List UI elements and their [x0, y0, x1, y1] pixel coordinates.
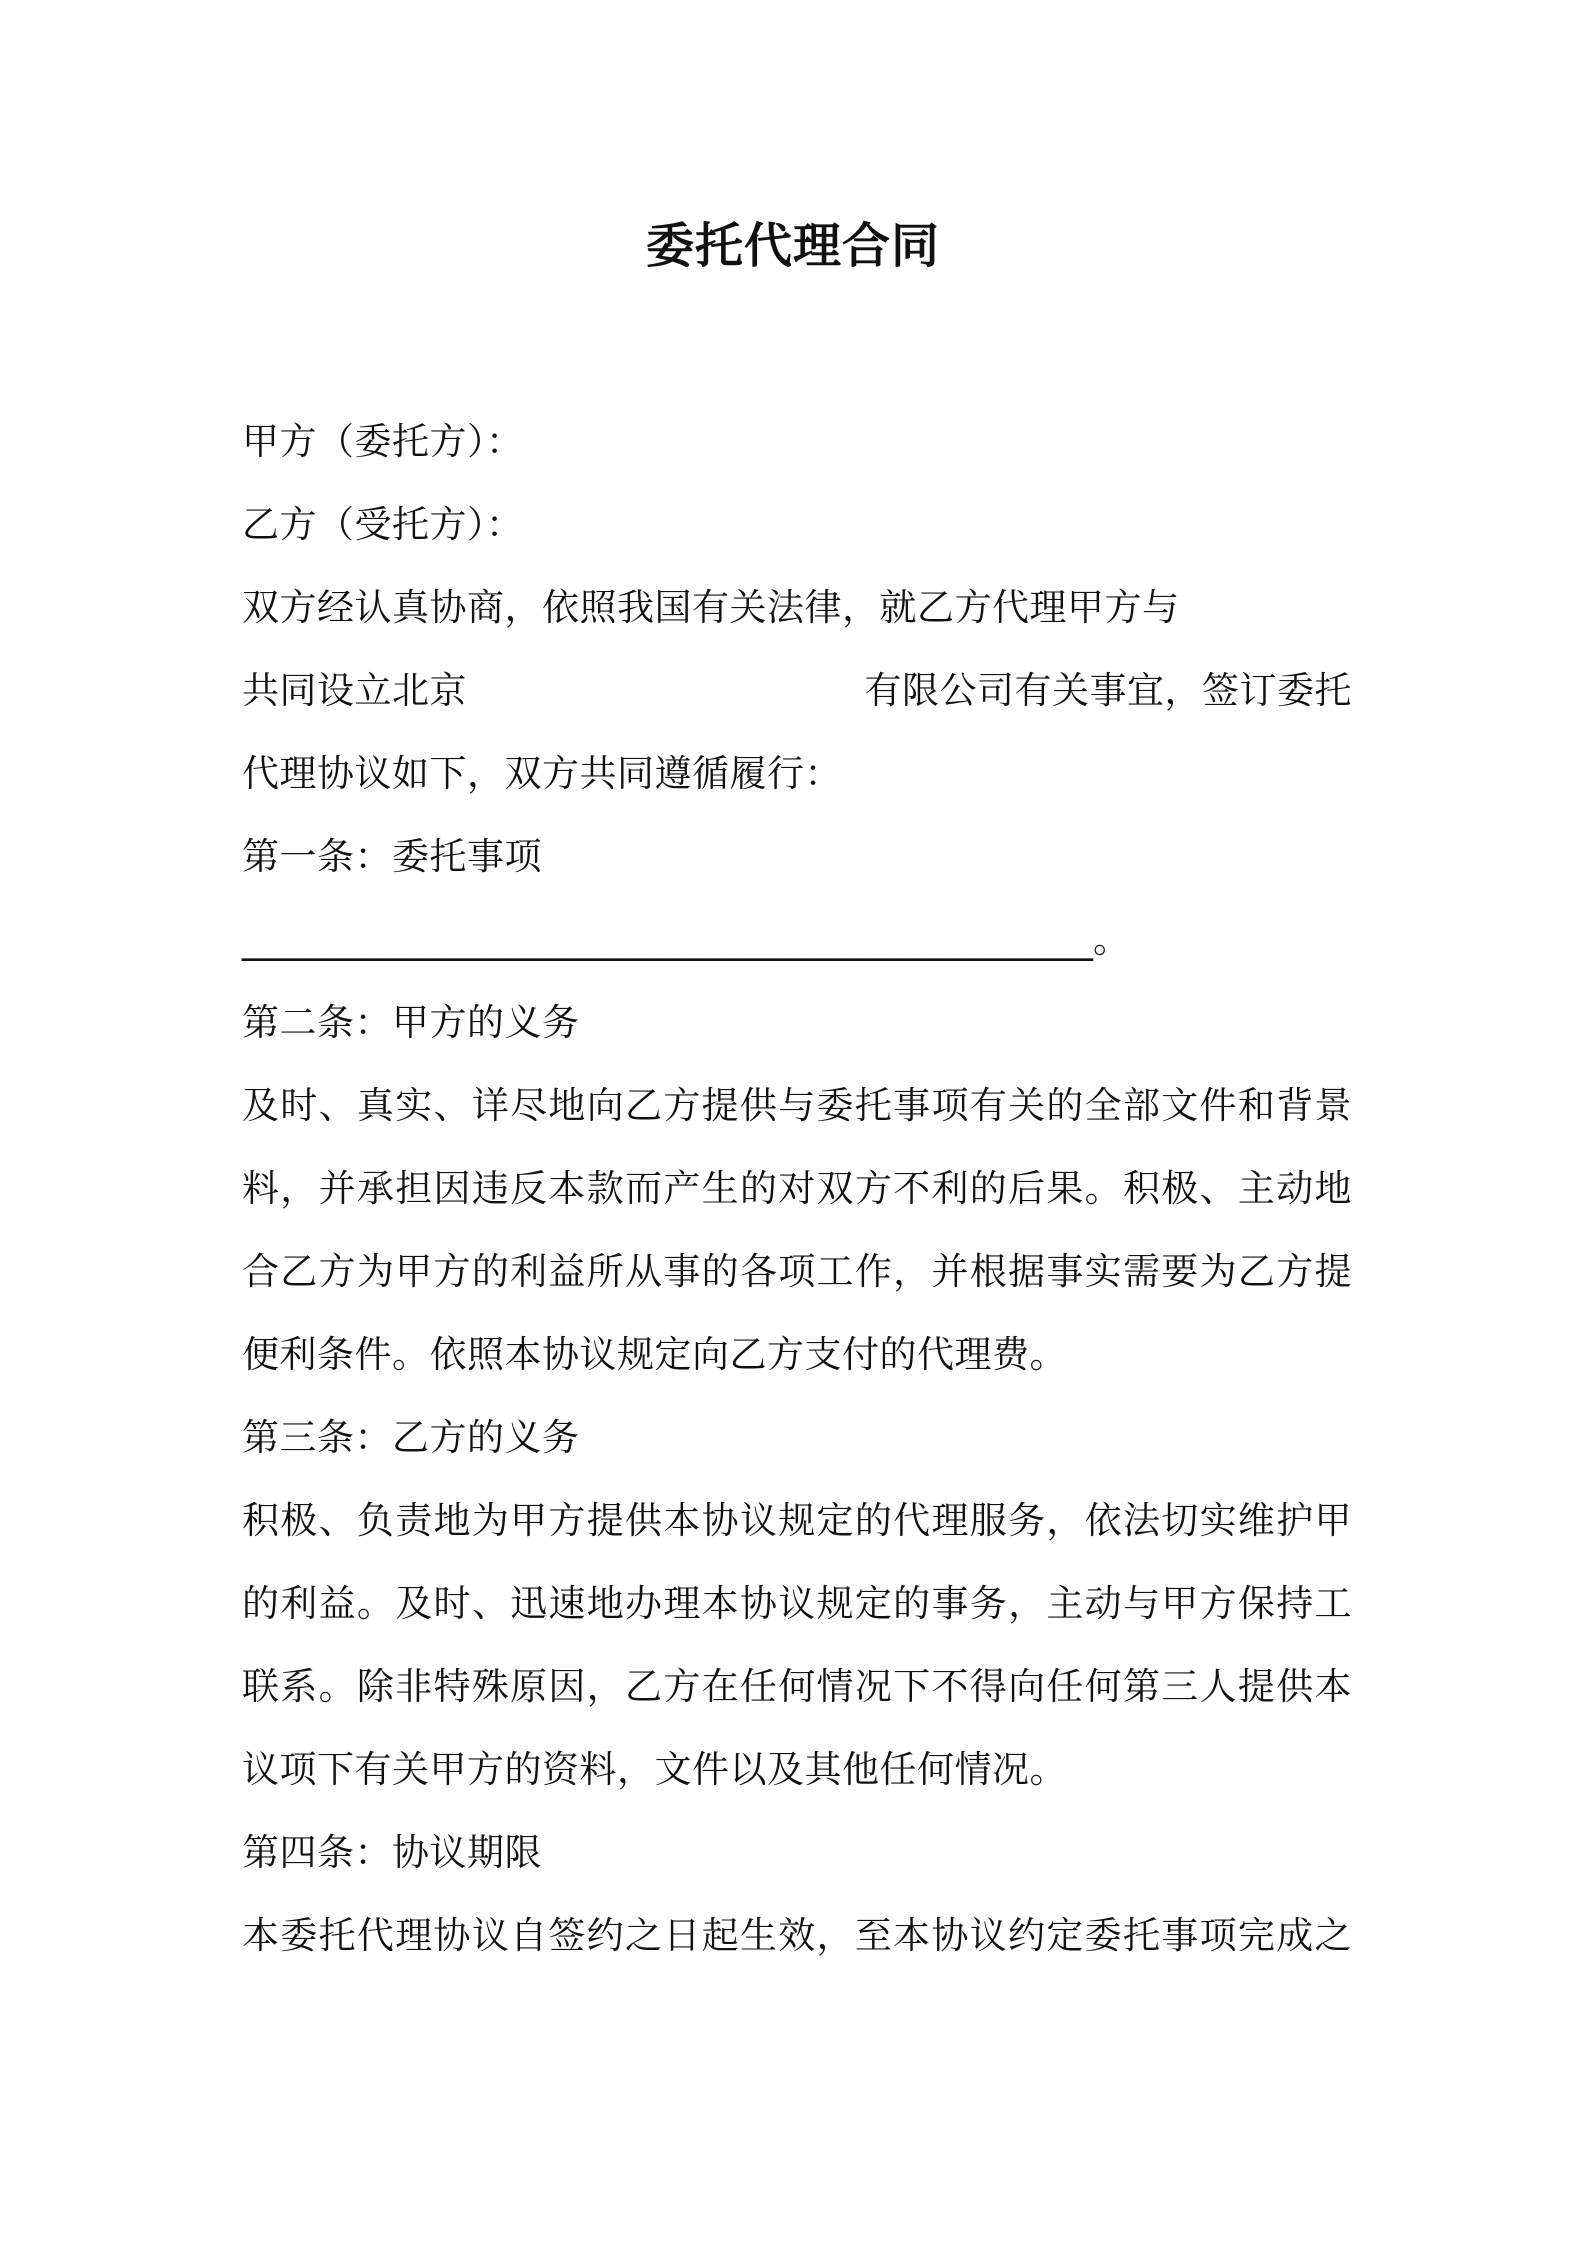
article-2-line: 合乙方为甲方的利益所从事的各项工作，并根据事实需要为乙方提 — [242, 1250, 1352, 1293]
article-4-heading: 第四条：协议期限 — [242, 1831, 542, 1874]
intro-line-3: 代理协议如下，双方共同遵循履行： — [242, 752, 842, 795]
article-3-line: 积极、负责地为甲方提供本协议规定的代理服务，依法切实维护甲 — [242, 1499, 1352, 1542]
article-3-line: 议项下有关甲方的资料，文件以及其他任何情况。 — [242, 1748, 1067, 1791]
article-3-heading: 第三条：乙方的义务 — [242, 1416, 580, 1459]
article-3-line: 联系。除非特殊原因，乙方在任何情况下不得向任何第三人提供本 — [242, 1665, 1352, 1708]
intro-line-2 — [242, 649, 1352, 732]
article-2-line: 料，并承担因违反本款而产生的对双方不利的后果。积极、主动地 — [242, 1167, 1352, 1210]
party-b-label: 乙方（受托方）： — [242, 503, 524, 546]
article-3-line: 的利益。及时、迅速地办理本协议规定的事务，主动与甲方保持工 — [242, 1582, 1352, 1625]
article-1-heading: 第一条：委托事项 — [242, 835, 542, 878]
article-2-heading: 第二条：甲方的义务 — [242, 1001, 580, 1044]
intro-line-2-left: 共同设立北京 — [242, 669, 467, 712]
intro-line-2-right: 有限公司有关事宜，签订委托 — [864, 669, 1352, 712]
intro-line-1: 双方经认真协商，依照我国有关法律，就乙方代理甲方与 — [242, 586, 1180, 629]
party-a-label: 甲方（委托方）： — [242, 420, 524, 463]
article-2-line: 便利条件。依照本协议规定向乙方支付的代理费。 — [242, 1333, 1067, 1376]
article-1-blank: ______________________________________________。 — [242, 918, 1130, 961]
contract-body — [242, 400, 1352, 1977]
document-title: 委托代理合同 — [645, 218, 940, 274]
article-2-line: 及时、真实、详尽地向乙方提供与委托事项有关的全部文件和背景 — [242, 1084, 1352, 1127]
article-4-line: 本委托代理协议自签约之日起生效，至本协议约定委托事项完成之 — [242, 1914, 1352, 1957]
